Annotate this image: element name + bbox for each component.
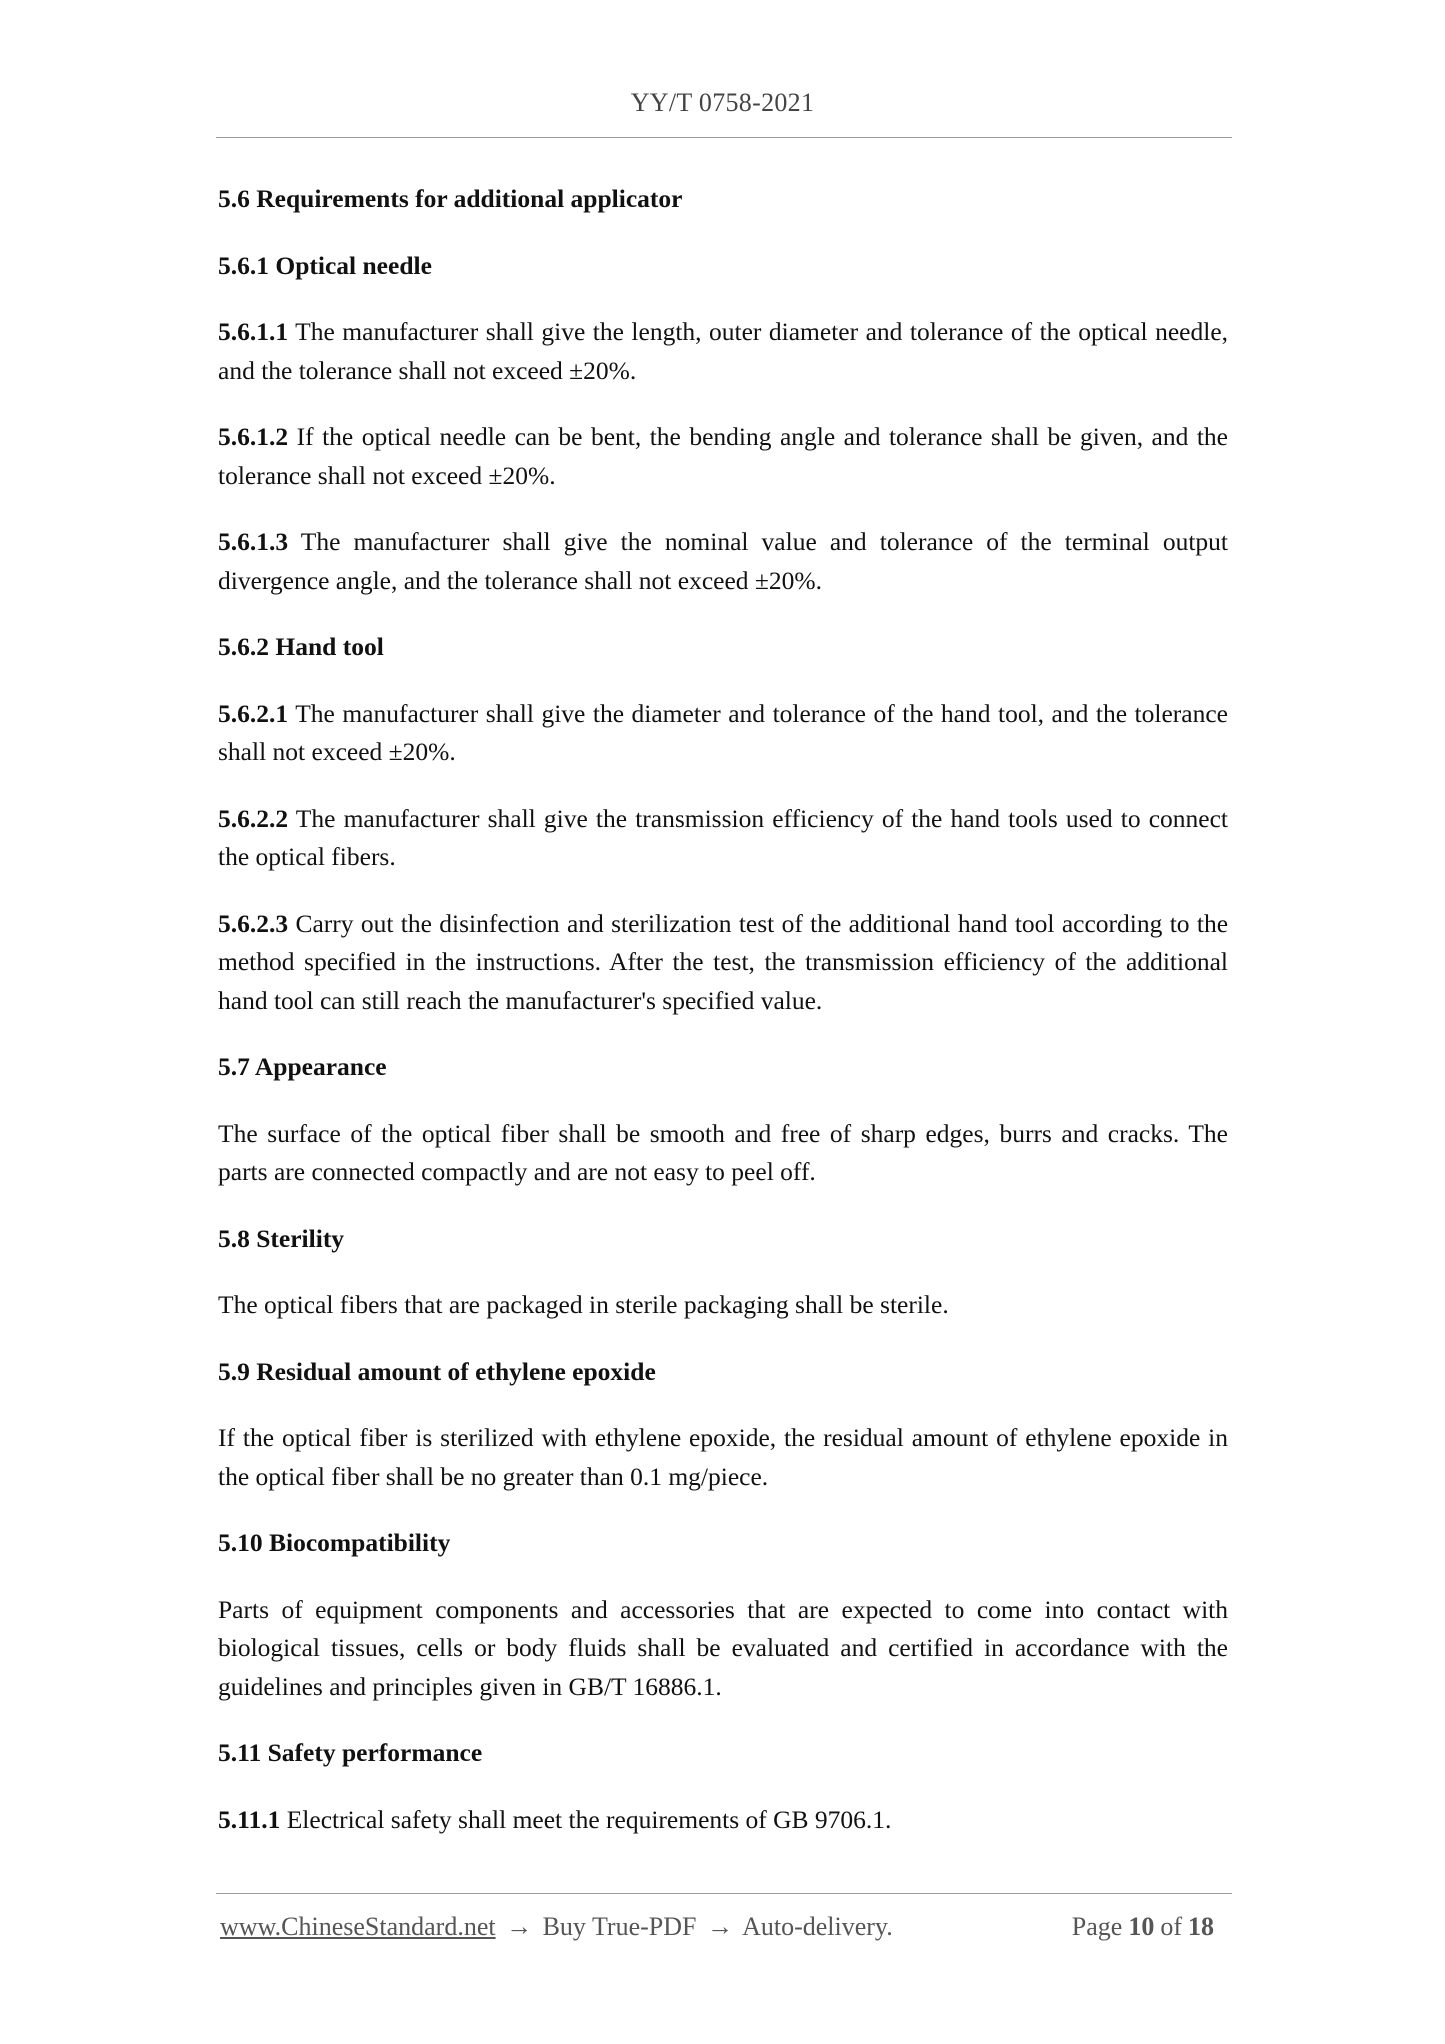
clause-number: 5.6.1.3 — [218, 527, 289, 556]
clause-number: 5.11.1 — [218, 1804, 281, 1834]
clause-text: The manufacturer shall give the diameter and tolerance of the hand tool, and the tolerance shall not exceed ±20%. — [218, 698, 1228, 766]
section-heading-5-6-2: 5.6.2 Hand tool — [218, 632, 384, 661]
clause-text: Carry out the disinfection and sterilization test of the additional hand tool according to the method specified in the instructions. After the test, the transmission efficiency of the additional hand tool can still reach the manufacturer's specified value. — [218, 908, 1229, 1015]
arrow-right-icon: → — [506, 1912, 533, 1941]
buy-true-pdf-text: Buy True-PDF — [542, 1912, 697, 1941]
clause-number: 5.6.2.2 — [218, 803, 289, 833]
section-text-5-10: Parts of equipment components and accessories that are expected to come into contact with biological tissues, cells or body fluids shall be evaluated and certified in accordance with the guidelines and principles given in GB/T 16886.1. — [218, 1594, 1228, 1701]
page-number-indicator — [1072, 1912, 1220, 1942]
section-heading-5-6-1: 5.6.1 Optical needle — [218, 250, 432, 280]
footer-promo — [220, 1912, 893, 1942]
clause-5-6-2-3 — [218, 905, 1228, 1021]
total-pages-number: 18 — [1188, 1912, 1214, 1941]
current-page-number: 10 — [1128, 1912, 1155, 1941]
section-heading-5-11: 5.11 Safety performance — [218, 1738, 483, 1767]
section-heading-5-7: 5.7 Appearance — [218, 1052, 387, 1081]
clause-number: 5.6.2.1 — [218, 698, 289, 728]
clause-number: 5.6.1.1 — [218, 317, 289, 346]
clause-5-11-1 — [218, 1801, 1228, 1840]
clause-5-6-2-2 — [218, 800, 1228, 877]
arrow-right-icon: → — [707, 1912, 733, 1941]
section-heading-5-10: 5.10 Biocompatibility — [218, 1528, 451, 1557]
clause-text: Electrical safety shall meet the requirements of GB 9706.1. — [286, 1804, 892, 1834]
header-divider — [216, 137, 1232, 138]
section-heading-5-6: 5.6 Requirements for additional applicator — [218, 184, 683, 213]
document-body — [218, 180, 1228, 1867]
clause-text: The manufacturer shall give the transmission efficiency of the hand tools used to connect the optical fibers. — [218, 803, 1228, 871]
section-text-5-7: The surface of the optical fiber shall be smooth and free of sharp edges, burrs and cracks. The parts are connected compactly and are not easy to peel off. — [218, 1118, 1228, 1186]
document-code-header: YY/T 0758-2021 — [630, 88, 815, 117]
section-heading-5-9: 5.9 Residual amount of ethylene epoxide — [218, 1356, 656, 1386]
section-text-5-8: The optical fibers that are packaged in sterile packaging shall be sterile. — [218, 1290, 949, 1319]
of-label: of — [1160, 1912, 1182, 1941]
clause-5-6-1-2 — [218, 418, 1228, 495]
clause-5-6-1-1 — [218, 313, 1228, 390]
section-text-5-9: If the optical fiber is sterilized with ethylene epoxide, the residual amount of ethylene epoxide in the optical fiber shall be no greater than 0.1 mg/piece. — [218, 1423, 1228, 1491]
clause-5-6-2-1 — [218, 695, 1228, 772]
auto-delivery-text: Auto-delivery. — [742, 1912, 893, 1941]
clause-text: If the optical needle can be bent, the bending angle and tolerance shall be given, and the tolerance shall not exceed ±20%. — [218, 422, 1229, 490]
clause-5-6-1-3 — [218, 523, 1228, 600]
clause-number: 5.6.1.2 — [218, 422, 289, 451]
page-label: Page — [1071, 1912, 1123, 1941]
website-link[interactable]: www.ChineseStandard.net — [220, 1912, 496, 1941]
clause-number: 5.6.2.3 — [218, 908, 289, 938]
section-heading-5-8: 5.8 Sterility — [218, 1223, 345, 1253]
footer-divider — [216, 1893, 1232, 1894]
clause-text: The manufacturer shall give the length, outer diameter and tolerance of the optical needle, and the tolerance shall not exceed ±20%. — [218, 317, 1229, 385]
clause-text: The manufacturer shall give the nominal value and tolerance of the terminal output divergence angle, and the tolerance shall not exceed ±20%. — [218, 527, 1228, 595]
